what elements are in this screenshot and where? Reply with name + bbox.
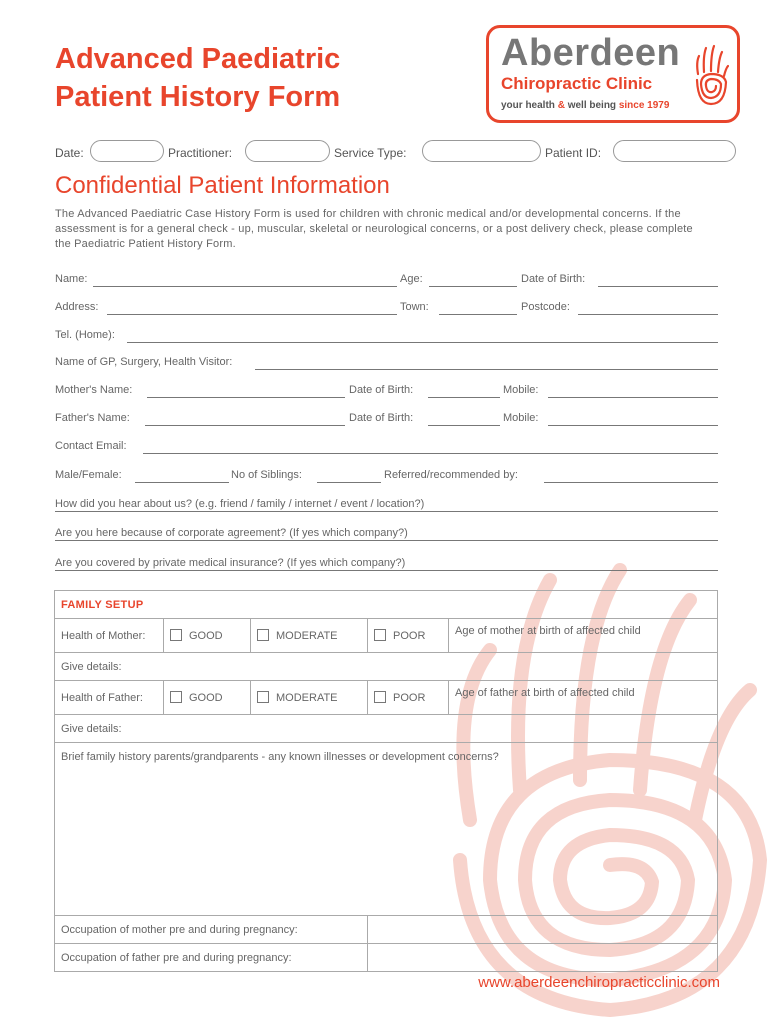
dob-label: Date of Birth: <box>521 273 586 285</box>
corporate-label: Are you here because of corporate agreement? (If yes which company?) <box>55 527 408 539</box>
occ-mother-input[interactable] <box>368 916 718 944</box>
form-title-line2: Patient History Form <box>55 81 341 113</box>
insurance-label: Are you covered by private medical insurance? (If yes which company?) <box>55 557 406 569</box>
siblings-input[interactable] <box>317 482 381 483</box>
father-good-label: GOOD <box>189 691 223 704</box>
father-dob-label: Date of Birth: <box>349 412 414 424</box>
service-type-input[interactable] <box>422 140 541 162</box>
father-poor-checkbox[interactable] <box>374 691 386 703</box>
mother-dob-input[interactable] <box>428 397 500 398</box>
mother-dob-label: Date of Birth: <box>349 384 414 396</box>
father-poor-option[interactable] <box>368 681 449 715</box>
practitioner-label: Practitioner: <box>168 146 233 160</box>
mother-poor-option[interactable] <box>368 619 449 653</box>
header-fields-row <box>55 140 740 164</box>
mother-mobile-label: Mobile: <box>503 384 539 396</box>
spiral-hand-icon <box>693 44 729 108</box>
email-row <box>55 440 718 456</box>
referred-input[interactable] <box>544 482 718 483</box>
mother-moderate-option[interactable] <box>251 619 368 653</box>
gender-input[interactable] <box>135 482 229 483</box>
mother-mobile-input[interactable] <box>548 397 718 398</box>
address-row <box>55 301 718 317</box>
name-input[interactable] <box>93 286 397 287</box>
intro-text: The Advanced Paediatric Case History Form is used for children with chronic medical and/or developmental concerns. If the assessment is for a general check - up, muscular, skeletal or neurological concerns, or a post delivery check, please complete the Paediatric Patient History Form. <box>55 208 693 250</box>
tel-row <box>55 329 718 345</box>
town-input[interactable] <box>439 314 517 315</box>
mother-age-field[interactable]: Age of mother at birth of affected child <box>449 619 718 653</box>
father-moderate-checkbox[interactable] <box>257 691 269 703</box>
patient-id-label: Patient ID: <box>545 146 602 160</box>
father-poor-label: POOR <box>393 691 426 704</box>
clinic-logo <box>486 25 740 123</box>
name-label: Name: <box>55 273 88 285</box>
address-label: Address: <box>55 301 99 313</box>
age-label: Age: <box>400 273 423 285</box>
father-mobile-input[interactable] <box>548 425 718 426</box>
mother-row <box>55 384 718 400</box>
mother-good-checkbox[interactable] <box>170 629 182 641</box>
hear-label: How did you hear about us? (e.g. friend / family / internet / event / location?) <box>55 498 425 510</box>
dob-input[interactable] <box>598 286 718 287</box>
occ-father-label: Occupation of father pre and during pregnancy: <box>55 944 368 972</box>
siblings-label: No of Siblings: <box>231 469 302 481</box>
form-title-line1: Advanced Paediatric <box>55 43 341 75</box>
father-row <box>55 412 718 428</box>
corporate-input[interactable] <box>55 540 718 541</box>
service-type-label: Service Type: <box>334 146 407 160</box>
mother-name-input[interactable] <box>147 397 345 398</box>
tag-part2: well being <box>564 100 619 111</box>
family-setup-header: FAMILY SETUP <box>55 591 718 619</box>
logo-name: Aberdeen <box>501 32 681 74</box>
gp-label: Name of GP, Surgery, Health Visitor: <box>55 356 233 368</box>
hear-row <box>55 498 718 514</box>
insurance-input[interactable] <box>55 570 718 571</box>
father-health-row <box>55 681 718 715</box>
address-input[interactable] <box>107 314 397 315</box>
mother-poor-checkbox[interactable] <box>374 629 386 641</box>
practitioner-input[interactable] <box>245 140 330 162</box>
father-mobile-label: Mobile: <box>503 412 539 424</box>
tag-amp: & <box>557 100 565 111</box>
mother-details-field[interactable]: Give details: <box>55 653 718 681</box>
mother-moderate-label: MODERATE <box>276 629 338 642</box>
gp-input[interactable] <box>255 369 718 370</box>
hear-input[interactable] <box>55 511 718 512</box>
section-title: Confidential Patient Information <box>55 172 390 199</box>
occ-mother-label: Occupation of mother pre and during pregnancy: <box>55 916 368 944</box>
footer-url[interactable]: www.aberdeenchiropracticclinic.com <box>478 974 720 991</box>
father-good-option[interactable] <box>164 681 251 715</box>
postcode-label: Postcode: <box>521 301 570 313</box>
tel-input[interactable] <box>127 342 718 343</box>
patient-id-input[interactable] <box>613 140 736 162</box>
mother-poor-label: POOR <box>393 629 426 642</box>
father-good-checkbox[interactable] <box>170 691 182 703</box>
tag-part1: your health <box>501 100 558 111</box>
corporate-row <box>55 527 718 543</box>
father-age-field[interactable]: Age of father at birth of affected child <box>449 681 718 715</box>
mother-health-label: Health of Mother: <box>55 619 164 653</box>
tel-label: Tel. (Home): <box>55 329 115 341</box>
email-label: Contact Email: <box>55 440 127 452</box>
father-details-field[interactable]: Give details: <box>55 715 718 743</box>
mother-good-option[interactable] <box>164 619 251 653</box>
gender-label: Male/Female: <box>55 469 122 481</box>
gp-row <box>55 356 718 372</box>
father-moderate-label: MODERATE <box>276 691 338 704</box>
father-moderate-option[interactable] <box>251 681 368 715</box>
mother-name-label: Mother's Name: <box>55 384 133 396</box>
age-input[interactable] <box>429 286 517 287</box>
father-health-label: Health of Father: <box>55 681 164 715</box>
date-label: Date: <box>55 146 84 160</box>
father-name-label: Father's Name: <box>55 412 130 424</box>
family-history-field[interactable]: Brief family history parents/grandparents - any known illnesses or development concerns? <box>55 743 718 916</box>
occ-father-input[interactable] <box>368 944 718 972</box>
mother-health-row <box>55 619 718 653</box>
logo-tagline <box>501 100 669 111</box>
mother-moderate-checkbox[interactable] <box>257 629 269 641</box>
father-name-input[interactable] <box>145 425 345 426</box>
form-title <box>55 40 340 116</box>
postcode-input[interactable] <box>578 314 718 315</box>
town-label: Town: <box>400 301 429 313</box>
insurance-row <box>55 557 718 573</box>
tag-part3: since 1979 <box>618 100 670 111</box>
gender-row <box>55 469 718 485</box>
mother-good-label: GOOD <box>189 629 223 642</box>
referred-label: Referred/recommended by: <box>384 469 518 481</box>
email-input[interactable] <box>143 453 718 454</box>
family-setup-table <box>54 590 718 972</box>
logo-subtitle: Chiropractic Clinic <box>501 74 653 93</box>
father-dob-input[interactable] <box>428 425 500 426</box>
name-row <box>55 273 718 289</box>
date-input[interactable] <box>90 140 164 162</box>
